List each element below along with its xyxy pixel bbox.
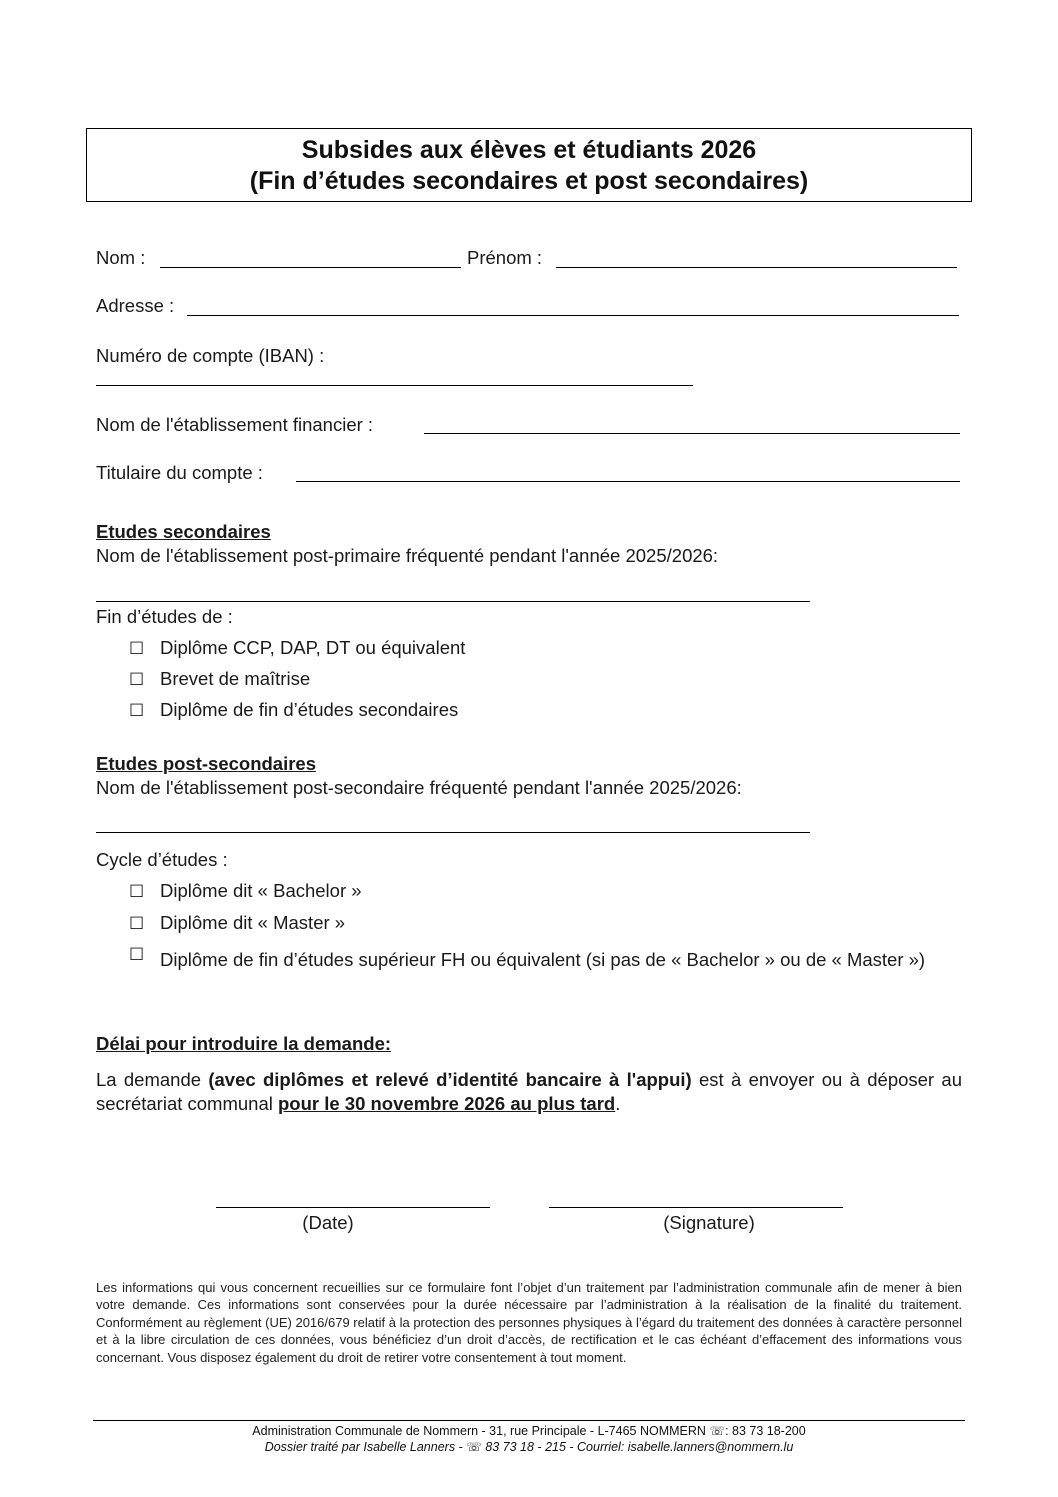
footer-address [93,1424,965,1439]
option-bachelor-label: Diplôme dit « Bachelor » [160,880,362,901]
delai-deadline: pour le 30 novembre 2026 au plus tard [277,1093,616,1114]
checkbox-bachelor[interactable]: ☐ [129,882,145,901]
checkbox-master[interactable]: ☐ [129,914,145,933]
prenom-label: Prénom : [467,247,543,268]
fin-etudes-label: Fin d’études de : [96,606,233,627]
option-master-label: Diplôme dit « Master » [160,912,346,933]
option-fin-secondaires-label: Diplôme de fin d’études secondaires [160,699,459,720]
delai-text-1: La demande [96,1069,209,1090]
titulaire-field[interactable] [296,481,960,482]
option-fh-label: Diplôme de fin d’études supérieur FH ou équivalent (si pas de « Bachelor » ou de « Master ») [160,949,926,970]
footer-contact [93,1440,965,1455]
option-brevet-label: Brevet de maîtrise [160,668,311,689]
date-label: (Date) [302,1212,354,1233]
etablissement-financier-label: Nom de l'établissement financier : [96,414,374,435]
adresse-field[interactable] [187,315,959,316]
title-box [86,128,972,202]
date-field[interactable] [216,1207,490,1208]
adresse-label: Adresse : [96,295,175,316]
titulaire-label: Titulaire du compte : [96,462,263,483]
checkbox-fh[interactable]: ☐ [129,945,145,964]
footer-contact-text: Dossier traité par Isabelle Lanners - [264,1440,467,1454]
delai-text-bold: (avec diplômes et relevé d’identité bancaire à l'appui) [208,1069,692,1090]
footer-contact-details: 83 73 18 - 215 - Courriel: isabelle.lanners@nommern.lu [481,1440,794,1454]
post-secondaires-heading: Etudes post-secondaires [96,753,317,774]
secondaires-etablissement-field[interactable] [96,601,810,602]
phone-icon: ☏ [709,1424,726,1438]
secondaires-heading: Etudes secondaires [96,521,271,542]
nom-field[interactable] [160,267,461,268]
signature-field[interactable] [549,1207,843,1208]
prenom-field[interactable] [556,267,957,268]
option-ccp-label: Diplôme CCP, DAP, DT ou équivalent [160,637,466,658]
form-title: Subsides aux élèves et étudiants 2026 [301,136,757,164]
secondaires-question: Nom de l'établissement post-primaire fréquenté pendant l'année 2025/2026: [96,545,719,566]
signature-label: (Signature) [663,1212,755,1233]
footer-divider [93,1420,965,1421]
privacy-notice: Les informations qui vous concernent recueillies sur ce formulaire font l’objet d’un traitement par l’administration communale afin de mener à bien votre demande. Ces informations sont conservées pour la durée nécessaire par l’administration à la réalisation de la finalité du traitement. Conformément au règlement (UE) 2016/679 relatif à la protection des personnes physiques à l’égard du traitement des données à caractère personnel et à la libre circulation de ces données, vous bénéficiez d’un droit d’accès, de rectification et le cas échéant d’effacement des informations vous concernant. Vous disposez également du droit de retirer votre consentement à tout moment. [96,1280,962,1365]
delai-paragraph [96,1068,962,1116]
checkbox-brevet[interactable]: ☐ [129,670,145,689]
iban-label: Numéro de compte (IBAN) : [96,345,325,366]
checkbox-fin-secondaires[interactable]: ☐ [129,701,145,720]
footer-phone: : 83 73 18-200 [725,1424,806,1438]
phone-icon-2: ☏ [466,1440,482,1454]
delai-text-2: est à envoyer ou à déposer au secrétariat communal [96,1069,962,1114]
cycle-etudes-label: Cycle d’études : [96,849,228,870]
post-secondaires-question: Nom de l'établissement post-secondaire fréquenté pendant l'année 2025/2026: [96,777,742,798]
form-subtitle: (Fin d’études secondaires et post secondaires) [249,167,809,195]
nom-label: Nom : [96,247,146,268]
iban-field[interactable] [96,385,693,386]
etablissement-financier-field[interactable] [424,433,960,434]
post-secondaires-etablissement-field[interactable] [96,832,810,833]
checkbox-ccp[interactable]: ☐ [129,639,145,658]
footer-address-text: Administration Communale de Nommern - 31, rue Principale - L-7465 NOMMERN [252,1424,710,1438]
delai-text-end: . [615,1093,621,1114]
delai-heading: Délai pour introduire la demande: [96,1033,392,1054]
